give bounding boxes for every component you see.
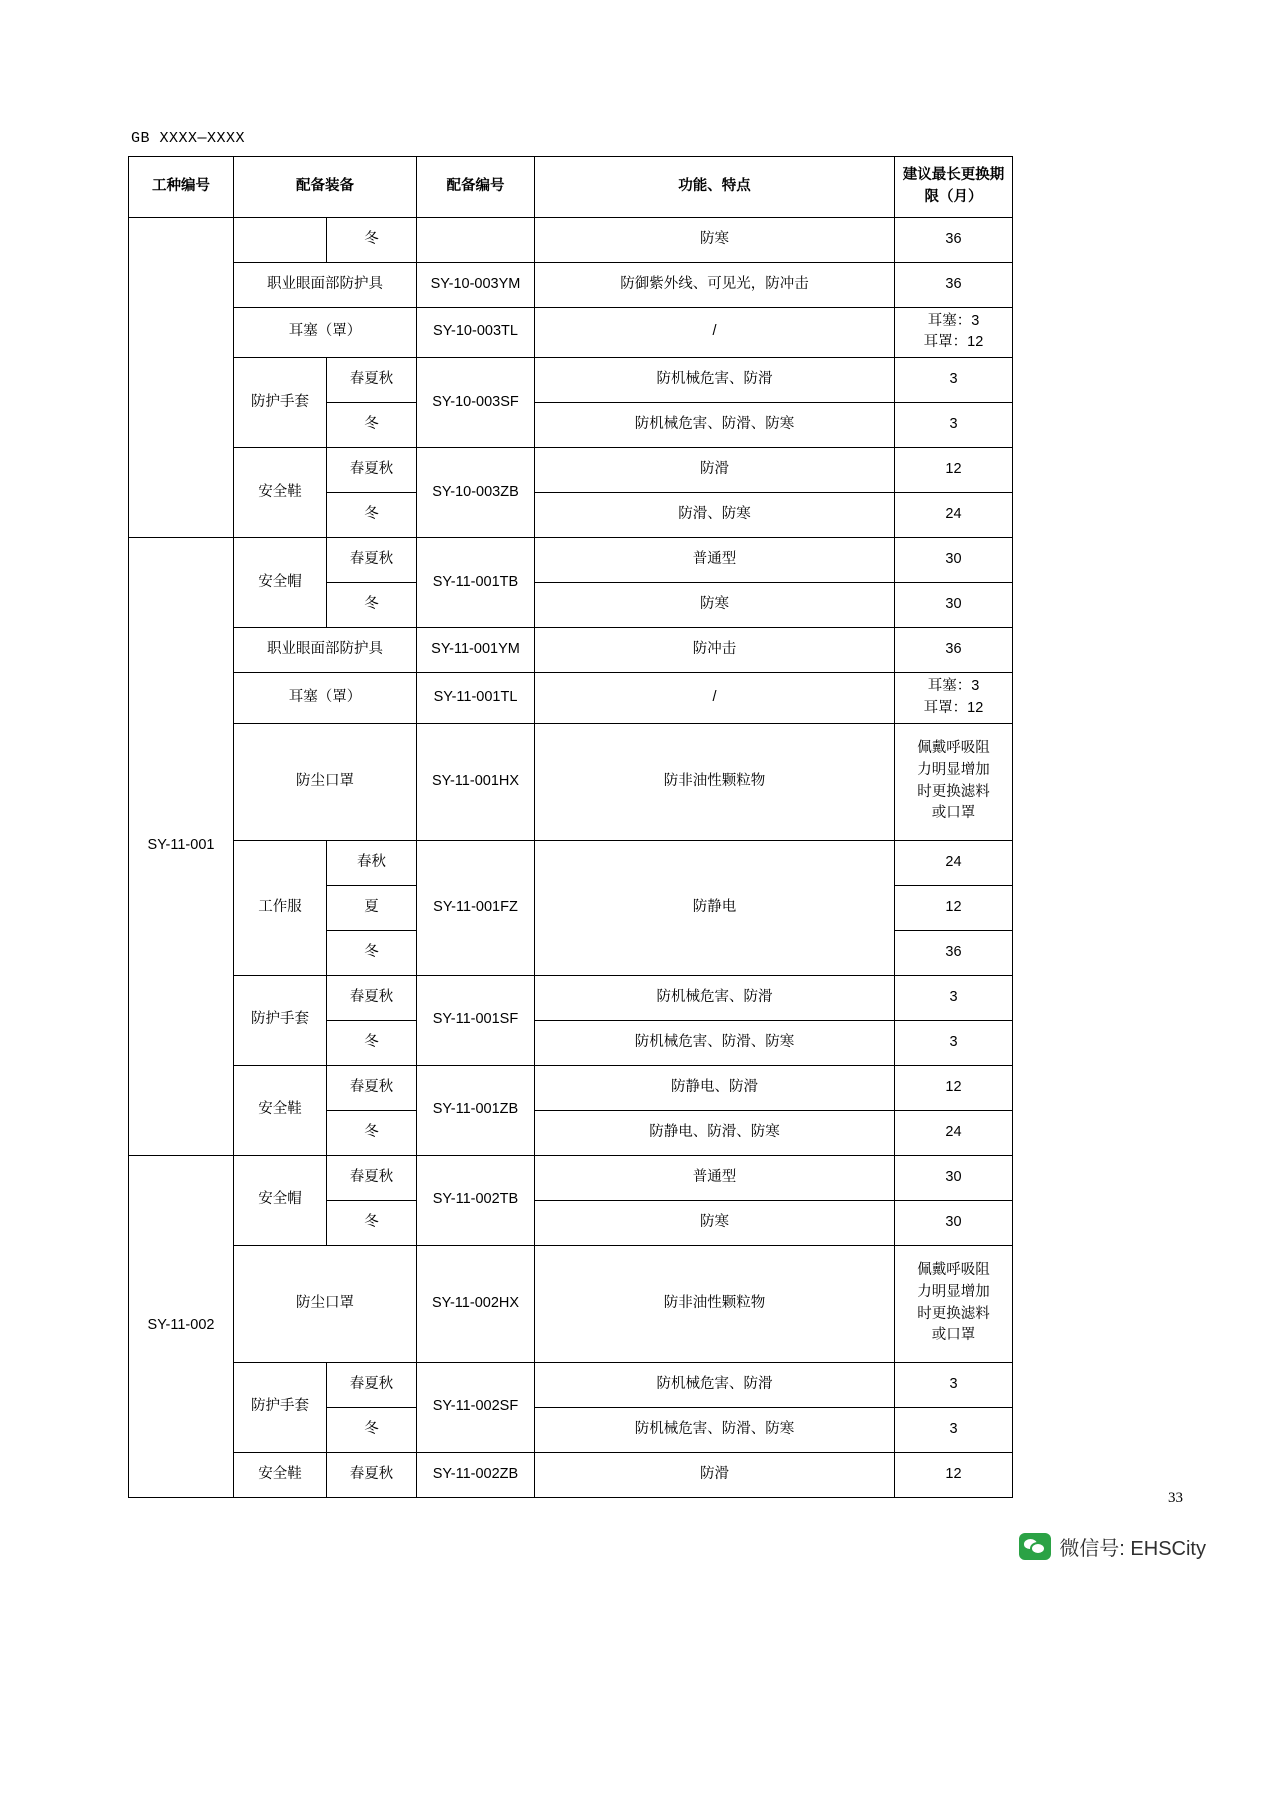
cell-function: 普通型 — [535, 538, 895, 583]
standard-code-header: GB XXXX—XXXX — [131, 130, 246, 147]
cell-season: 冬 — [327, 1200, 417, 1245]
cell-function: 防寒 — [535, 1200, 895, 1245]
col-header-equipment: 配备装备 — [234, 157, 417, 218]
cell-function: 防冲击 — [535, 628, 895, 673]
cell-equipment: 工作服 — [234, 840, 327, 975]
cell-season: 冬 — [327, 217, 417, 262]
months-line-1: 耳塞：3 — [927, 678, 980, 694]
table-row — [129, 975, 1013, 1020]
cell-season: 冬 — [327, 1110, 417, 1155]
cell-function: / — [535, 307, 895, 358]
cell-equipment-code: SY-11-001FZ — [417, 840, 535, 975]
cell-equipment: 防尘口罩 — [234, 723, 417, 840]
cell-months: 24 — [895, 1110, 1013, 1155]
page-number: 33 — [1168, 1490, 1183, 1506]
cell-season: 春夏秋 — [327, 1362, 417, 1407]
cell-season: 冬 — [327, 403, 417, 448]
cell-equipment: 安全帽 — [234, 1155, 327, 1245]
cell-equipment: 安全鞋 — [234, 1065, 327, 1155]
cell-equipment: 职业眼面部防护具 — [234, 262, 417, 307]
months-line-2: 耳罩：12 — [923, 334, 984, 351]
cell-equipment-code: SY-10-003YM — [417, 262, 535, 307]
cell-function: 防静电、防滑、防寒 — [535, 1110, 895, 1155]
cell-equipment-code: SY-11-001YM — [417, 628, 535, 673]
cell-months: 30 — [895, 583, 1013, 628]
table-row — [129, 307, 1013, 358]
months-line-3: 时更换滤料 — [917, 1305, 990, 1322]
cell-function: 防静电 — [535, 840, 895, 975]
cell-function: 防机械危害、防滑 — [535, 975, 895, 1020]
table-row — [129, 1065, 1013, 1110]
cell-equipment-code: SY-11-002SF — [417, 1362, 535, 1452]
cell-equipment-code: SY-11-001TL — [417, 673, 535, 724]
months-line-1: 佩戴呼吸阻 — [917, 740, 990, 756]
table-row — [129, 628, 1013, 673]
cell-months: 36 — [895, 262, 1013, 307]
cell-season: 冬 — [327, 583, 417, 628]
cell-months: 36 — [895, 930, 1013, 975]
cell-season: 春夏秋 — [327, 1065, 417, 1110]
cell-season: 夏 — [327, 885, 417, 930]
col-header-replacement: 建议最长更换期限（月） — [895, 157, 1013, 218]
table-row — [129, 448, 1013, 493]
table-row — [129, 840, 1013, 885]
months-line-2: 力明显增加 — [917, 761, 990, 778]
cell-function: 防非油性颗粒物 — [535, 723, 895, 840]
cell-months: 12 — [895, 885, 1013, 930]
cell-function: 防非油性颗粒物 — [535, 1245, 895, 1362]
cell-equipment: 防护手套 — [234, 1362, 327, 1452]
cell-season: 冬 — [327, 1407, 417, 1452]
months-line-2: 耳罩：12 — [923, 699, 984, 716]
table-row — [129, 262, 1013, 307]
cell-months: 3 — [895, 1362, 1013, 1407]
cell-equipment-code: SY-11-001TB — [417, 538, 535, 628]
cell-function: 防寒 — [535, 583, 895, 628]
cell-months — [895, 1245, 1013, 1362]
cell-job-code: SY-11-001 — [129, 538, 234, 1156]
watermark — [1019, 1532, 1206, 1561]
cell-function: 防静电、防滑 — [535, 1065, 895, 1110]
cell-equipment-code: SY-10-003TL — [417, 307, 535, 358]
cell-season: 春夏秋 — [327, 1155, 417, 1200]
cell-function: 防机械危害、防滑、防寒 — [535, 403, 895, 448]
cell-equipment-code: SY-11-001ZB — [417, 1065, 535, 1155]
cell-months: 36 — [895, 217, 1013, 262]
cell-season: 冬 — [327, 1020, 417, 1065]
col-header-equipment-code: 配备编号 — [417, 157, 535, 218]
cell-months: 12 — [895, 1065, 1013, 1110]
cell-equipment-code: SY-11-001SF — [417, 975, 535, 1065]
cell-months: 30 — [895, 538, 1013, 583]
cell-equipment-code: SY-11-001HX — [417, 723, 535, 840]
watermark-text: 微信号: EHSCity — [1059, 1538, 1206, 1560]
cell-function: 防滑 — [535, 448, 895, 493]
table-row — [129, 1452, 1013, 1497]
table-row — [129, 217, 1013, 262]
cell-job-code: SY-11-002 — [129, 1155, 234, 1497]
cell-equipment: 安全鞋 — [234, 1452, 327, 1497]
months-line-3: 时更换滤料 — [917, 783, 990, 800]
cell-months: 3 — [895, 403, 1013, 448]
cell-equipment: 防尘口罩 — [234, 1245, 417, 1362]
cell-equipment-code — [417, 217, 535, 262]
cell-season: 春夏秋 — [327, 358, 417, 403]
cell-season: 春秋 — [327, 840, 417, 885]
cell-function: 防机械危害、防滑、防寒 — [535, 1407, 895, 1452]
cell-months — [895, 307, 1013, 358]
cell-months: 36 — [895, 628, 1013, 673]
cell-season: 春夏秋 — [327, 1452, 417, 1497]
months-line-1: 佩戴呼吸阻 — [917, 1262, 990, 1278]
months-line-4: 或口罩 — [931, 805, 976, 822]
cell-months: 24 — [895, 840, 1013, 885]
months-line-2: 力明显增加 — [917, 1283, 990, 1300]
wechat-icon — [1019, 1533, 1051, 1560]
cell-equipment: 安全帽 — [234, 538, 327, 628]
cell-function: / — [535, 673, 895, 724]
cell-function: 防滑 — [535, 1452, 895, 1497]
cell-function: 防机械危害、防滑、防寒 — [535, 1020, 895, 1065]
cell-equipment-code: SY-11-002ZB — [417, 1452, 535, 1497]
cell-season: 冬 — [327, 493, 417, 538]
cell-months: 12 — [895, 448, 1013, 493]
table-row — [129, 1245, 1013, 1362]
ppe-allocation-table — [128, 156, 1013, 1498]
table-row — [129, 1155, 1013, 1200]
cell-equipment: 耳塞（罩） — [234, 307, 417, 358]
col-header-job-code: 工种编号 — [129, 157, 234, 218]
cell-job-code — [129, 217, 234, 538]
cell-season: 春夏秋 — [327, 448, 417, 493]
cell-equipment: 职业眼面部防护具 — [234, 628, 417, 673]
table-row — [129, 723, 1013, 840]
cell-function: 防机械危害、防滑 — [535, 1362, 895, 1407]
cell-function: 防寒 — [535, 217, 895, 262]
cell-equipment-code: SY-11-002HX — [417, 1245, 535, 1362]
cell-months: 30 — [895, 1155, 1013, 1200]
months-line-4: 或口罩 — [931, 1327, 976, 1344]
cell-equipment-code: SY-11-002TB — [417, 1155, 535, 1245]
table-row — [129, 1362, 1013, 1407]
cell-months — [895, 673, 1013, 724]
col-header-function: 功能、特点 — [535, 157, 895, 218]
cell-months: 3 — [895, 1407, 1013, 1452]
table-row — [129, 673, 1013, 724]
table-row — [129, 538, 1013, 583]
cell-equipment-code: SY-10-003ZB — [417, 448, 535, 538]
cell-equipment: 安全鞋 — [234, 448, 327, 538]
cell-season: 春夏秋 — [327, 538, 417, 583]
cell-equipment: 耳塞（罩） — [234, 673, 417, 724]
cell-months: 3 — [895, 1020, 1013, 1065]
cell-season: 春夏秋 — [327, 975, 417, 1020]
cell-equipment-code: SY-10-003SF — [417, 358, 535, 448]
cell-months — [895, 723, 1013, 840]
cell-function: 防滑、防寒 — [535, 493, 895, 538]
cell-equipment: 防护手套 — [234, 975, 327, 1065]
cell-months: 3 — [895, 358, 1013, 403]
cell-equipment — [234, 217, 327, 262]
cell-function: 防机械危害、防滑 — [535, 358, 895, 403]
cell-season: 冬 — [327, 930, 417, 975]
cell-months: 12 — [895, 1452, 1013, 1497]
months-line-1: 耳塞：3 — [927, 312, 980, 329]
cell-function: 防御紫外线、可见光，防冲击 — [535, 262, 895, 307]
table-header-row — [129, 157, 1013, 218]
cell-months: 30 — [895, 1200, 1013, 1245]
cell-months: 24 — [895, 493, 1013, 538]
cell-months: 3 — [895, 975, 1013, 1020]
cell-function: 普通型 — [535, 1155, 895, 1200]
table-row — [129, 358, 1013, 403]
cell-equipment: 防护手套 — [234, 358, 327, 448]
